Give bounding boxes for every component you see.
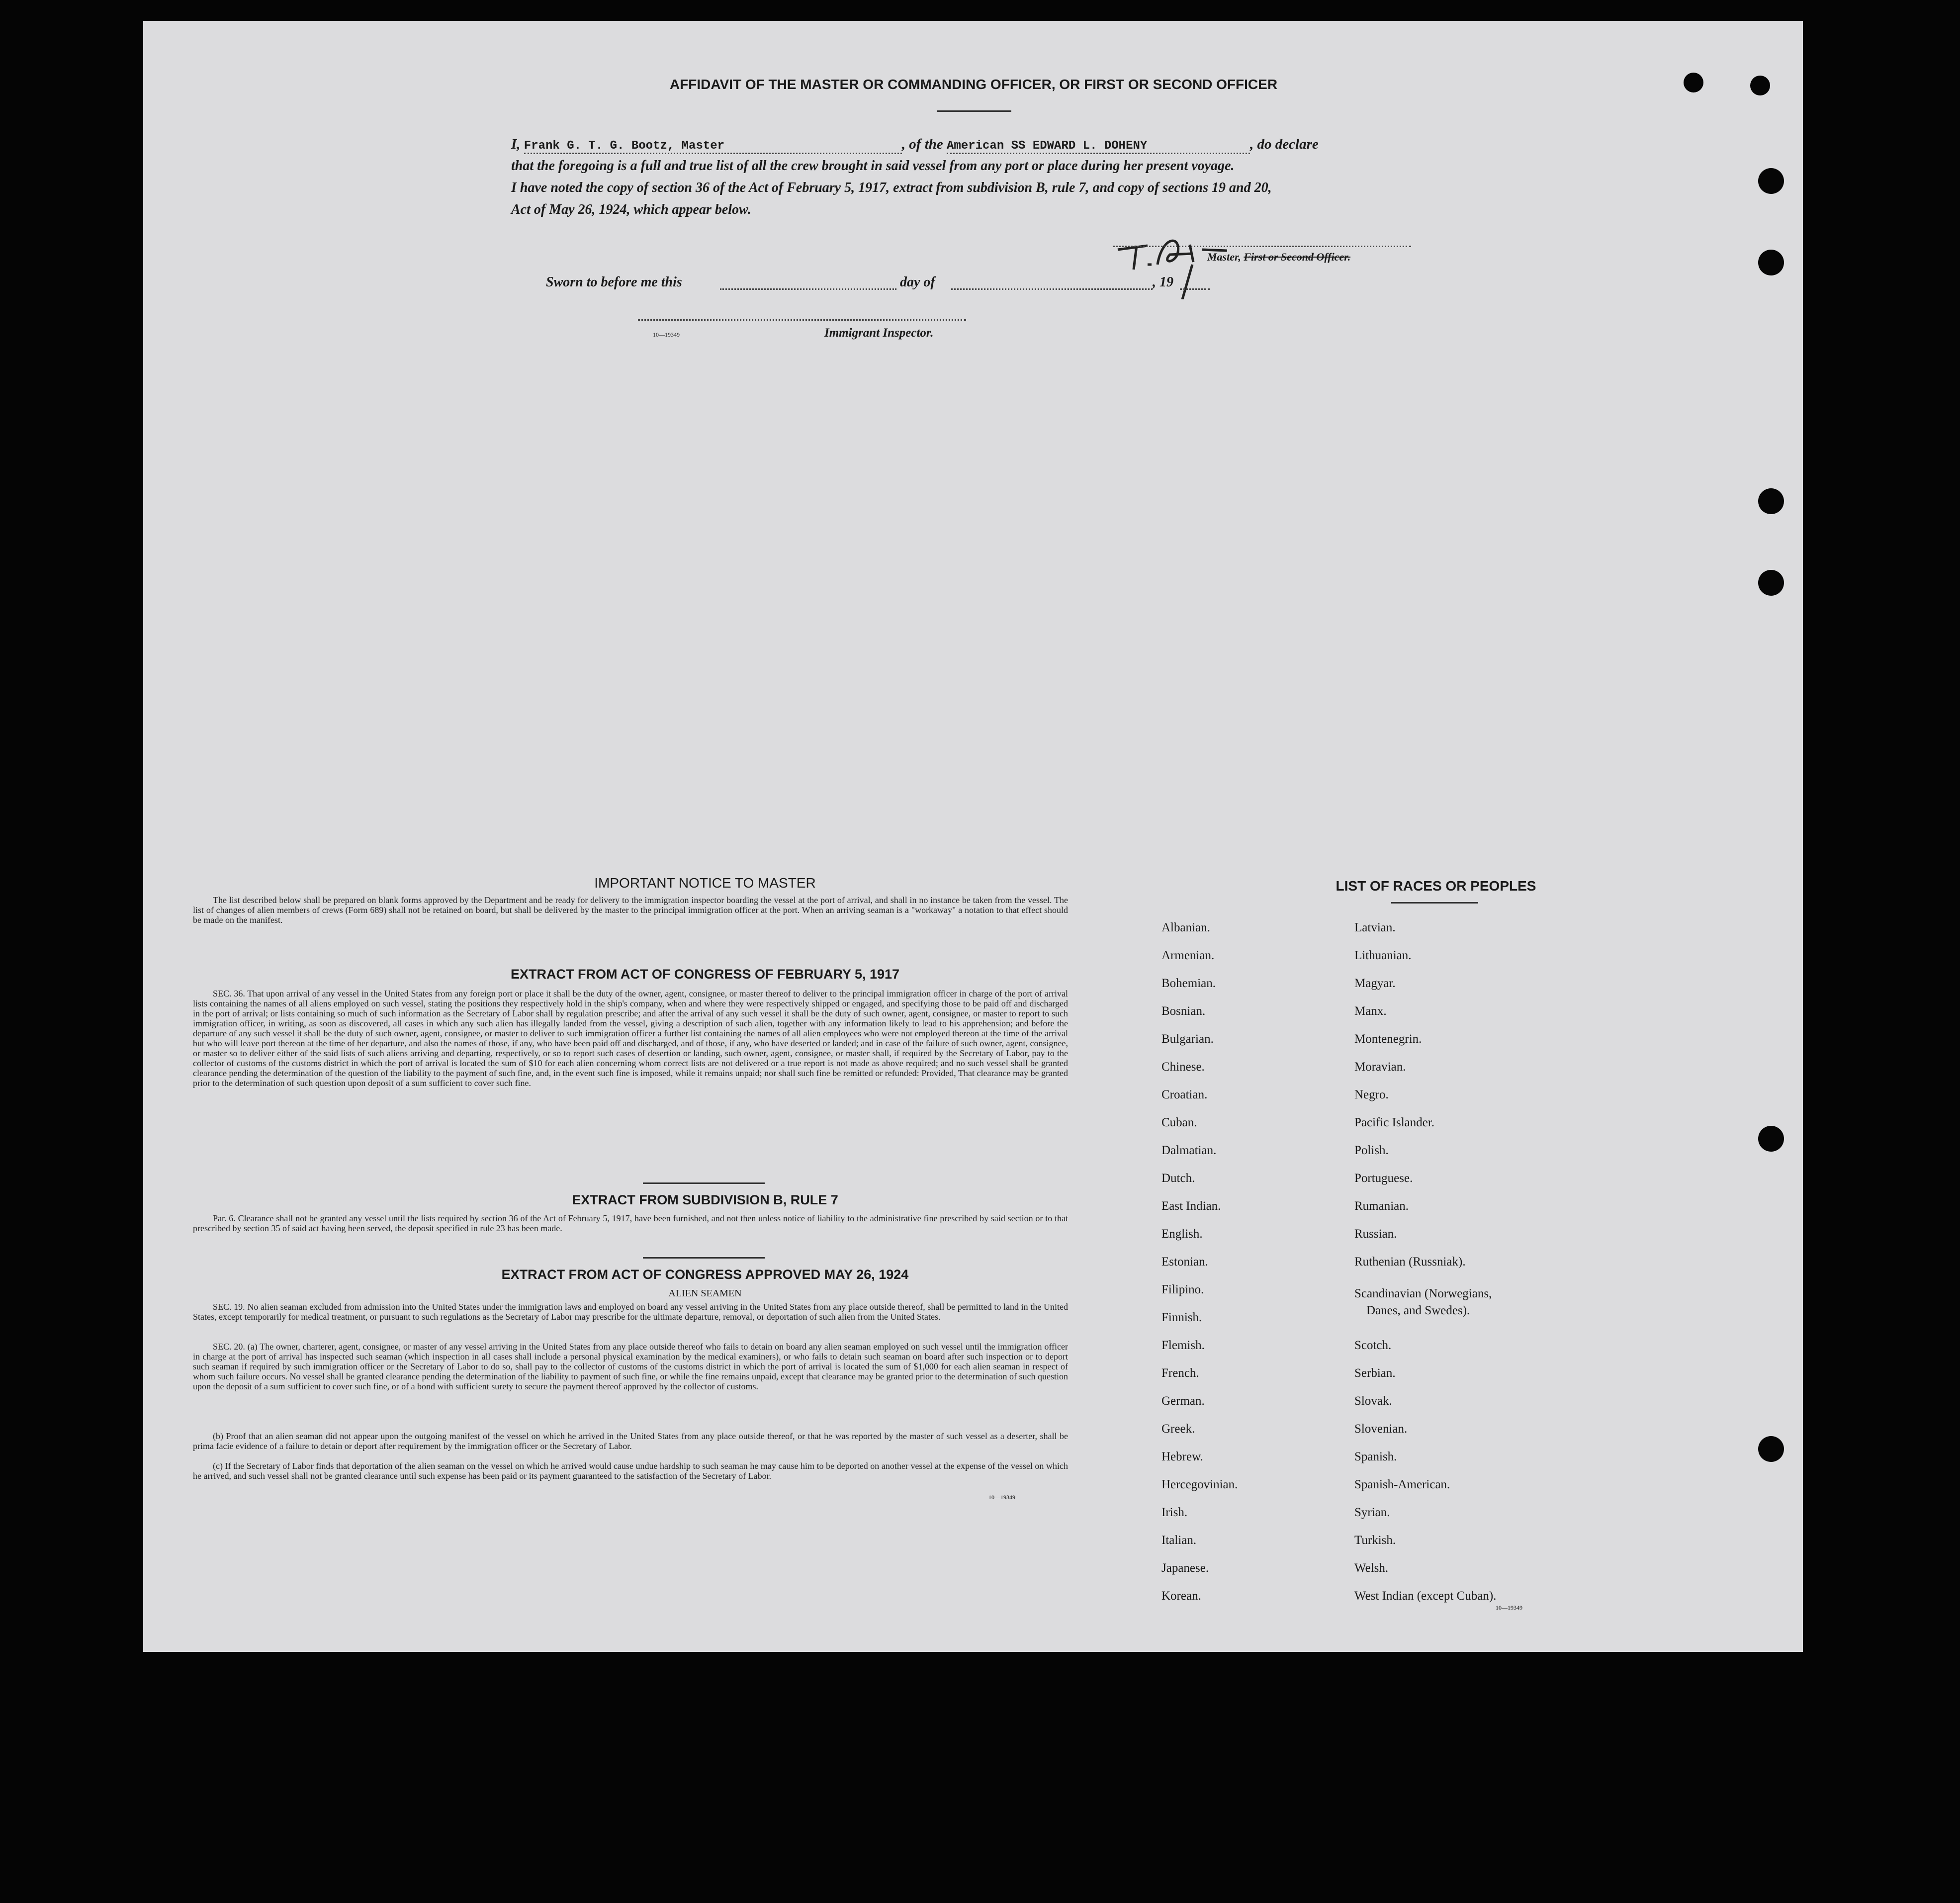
form-number-bottom-right: 10—19349 (1496, 1604, 1522, 1611)
inspector-signature-line (638, 319, 966, 321)
race-item: Ruthenian (Russniak). (1354, 1255, 1466, 1269)
race-item: Portuguese. (1354, 1172, 1413, 1185)
sworn-label: Sworn to before me this (546, 274, 682, 290)
race-item: Hercegovinian. (1161, 1478, 1238, 1491)
sworn-month-field (951, 288, 1153, 290)
race-item: Croatian. (1161, 1088, 1208, 1101)
punch-hole (1684, 73, 1703, 92)
race-item: Finnish. (1161, 1311, 1202, 1324)
inspector-label: Immigrant Inspector. (824, 326, 934, 340)
signature-caption (1207, 251, 1350, 264)
race-item: Dalmatian. (1161, 1144, 1217, 1157)
race-item: Polish. (1354, 1144, 1389, 1157)
race-item: Slovak. (1354, 1394, 1392, 1408)
signature-struck: First or Second Officer. (1244, 251, 1351, 263)
race-item: West Indian (except Cuban). (1354, 1589, 1497, 1603)
race-item: Irish. (1161, 1506, 1188, 1519)
section-rule (643, 1257, 765, 1259)
alien-seamen-subtitle: ALIEN SEAMEN (668, 1288, 742, 1299)
races-title-rule (1391, 902, 1478, 904)
race-item: Russian. (1354, 1227, 1397, 1241)
notice-text: The list described below shall be prepared on blank forms approved by the Department and be ready for delivery to the immigration inspector boarding the vessel at the port of arrival, and shall in no instance be taken from the vessel. The list of changes of alien members of crews (Form 689) shall not be retained on board, but shall be delivered by the master to the principal immigration officer at the port. When an arriving seaman is a "workaway" a notation to that effect should be made on the manifest. (193, 895, 1068, 925)
of-the-label: , of the (901, 136, 943, 152)
race-item: German. (1161, 1394, 1205, 1408)
sworn-date-field (720, 288, 896, 290)
race-item: Bosnian. (1161, 1004, 1206, 1018)
race-item: Serbian. (1354, 1366, 1396, 1380)
sec20b-text: (b) Proof that an alien seaman did not appear upon the outgoing manifest of the vessel on which he arrived in the United States from any place outside thereof, or that he was reported by the master of such vessel as a deserter, shall be prima facie evidence of a failure to detain or deport after requirement by the immigration officer or the Secretary of Labor. (193, 1431, 1068, 1451)
race-item: Spanish-American. (1354, 1478, 1450, 1491)
pronoun: I, (511, 136, 521, 152)
sec20c-text: (c) If the Secretary of Labor finds that deportation of the alien seaman on the vessel on which he arrived would cause undue hardship to such seaman he may cause him to be deported on another vessel at the expense of the vessel on which he arrived, and such vessel shall not be granted clearance until such expense has been paid or its payment guaranteed to the satisfaction of the Secretary of Labor. (193, 1461, 1068, 1481)
sec20a-text: SEC. 20. (a) The owner, charterer, agent, consignee, or master of any vessel arriving in the United States from any place outside thereof who fails to detain on board any alien seaman employed on such vessel until the immigration officer in charge at the port of arrival has inspected such seaman (which inspection in all cases shall include a personal physical examination by the medical examiners), or who fails to detain such seaman on board after such inspection or to deport such seaman if required by such immigration officer or the Secretary of Labor to do so, shall pay to the collector of customs of the customs district in which the port of arrival is located the sum of $1,000 for each alien seaman in respect of whom such failure occurs. No vessel shall be granted clearance pending the determination of the liability to payment of such fine, or while the fine remains unpaid, except that clearance may be granted prior to the determination of such question upon the deposit of a sum sufficient to cover such fine, or of a bond with sufficient surety to secure the payment thereof approved by the collector of customs. (193, 1342, 1068, 1391)
race-item: Welsh. (1354, 1561, 1389, 1575)
race-item: Rumanian. (1354, 1199, 1409, 1213)
affidavit-line-2: that the foregoing is a full and true list of all the crew brought in said vessel from any port or place during her present voyage. (511, 158, 1235, 174)
race-item: Syrian. (1354, 1506, 1390, 1519)
year-label: , 19 (1153, 274, 1173, 290)
title-rule (937, 110, 1011, 112)
punch-hole (1758, 570, 1784, 596)
race-item: Slovenian. (1354, 1422, 1408, 1436)
race-item: Danes, and Swedes). (1366, 1304, 1470, 1317)
signature-role: Master, (1207, 251, 1241, 263)
form-number-top: 10—19349 (653, 331, 680, 338)
extract-1917-title: EXTRACT FROM ACT OF CONGRESS OF FEBRUARY 5, 1917 (510, 967, 900, 982)
punch-hole (1758, 168, 1784, 194)
race-item: Greek. (1161, 1422, 1195, 1436)
race-item: French. (1161, 1366, 1199, 1380)
race-item: English. (1161, 1227, 1203, 1241)
race-item: Pacific Islander. (1354, 1116, 1435, 1129)
race-item: Japanese. (1161, 1561, 1209, 1575)
signature-line (1113, 246, 1411, 247)
punch-hole (1758, 1126, 1784, 1152)
race-item: Hebrew. (1161, 1450, 1203, 1463)
punch-hole (1758, 1436, 1784, 1462)
race-item: Moravian. (1354, 1060, 1406, 1074)
race-item: Scotch. (1354, 1339, 1392, 1352)
race-item: Negro. (1354, 1088, 1389, 1101)
sec19-text: SEC. 19. No alien seaman excluded from admission into the United States under the immigration laws and employed on board any vessel arriving in the United States from any place outside thereof, shall be permitted to land in the United States, except temporarily for medical treatment, or pursuant to such regulations as the Secretary of Labor may prescribe for the ultimate departure, removal, or deportation of such alien from the United States. (193, 1302, 1068, 1322)
rule7-text: Par. 6. Clearance shall not be granted any vessel until the lists required by section 36 of the Act of February 5, 1917, have been furnished, and not then unless notice of liability to the administrative fine prescribed by said section or to that prescribed by section 35 of said act having been served, the deposit specified in rule 23 has been made. (193, 1213, 1068, 1233)
rule7-title: EXTRACT FROM SUBDIVISION B, RULE 7 (572, 1192, 838, 1207)
races-title: LIST OF RACES OR PEOPLES (1336, 878, 1536, 894)
document-page (143, 21, 1803, 1652)
punch-hole (1758, 250, 1784, 275)
race-item: Montenegrin. (1354, 1032, 1422, 1046)
race-item: Bulgarian. (1161, 1032, 1214, 1046)
race-item: Filipino. (1161, 1283, 1204, 1296)
race-item: Manx. (1354, 1004, 1387, 1018)
vessel-name: American SS EDWARD L. DOHENY (947, 139, 1250, 154)
race-item: Estonian. (1161, 1255, 1208, 1269)
race-item: Dutch. (1161, 1172, 1195, 1185)
race-item: Lithuanian. (1354, 949, 1412, 962)
punch-hole (1750, 76, 1770, 95)
sworn-year-field (1180, 288, 1210, 290)
race-item: Latvian. (1354, 921, 1396, 934)
day-of-label: day of (900, 274, 935, 290)
race-item: Armenian. (1161, 949, 1215, 962)
notice-title: IMPORTANT NOTICE TO MASTER (594, 875, 816, 891)
master-name: Frank G. T. G. Bootz, Master (524, 139, 902, 154)
punch-hole (1758, 488, 1784, 514)
affidavit-line-3: I have noted the copy of section 36 of the Act of February 5, 1917, extract from subdivision B, rule 7, and copy of sections 19 and 20, (511, 180, 1272, 195)
race-item: Scandinavian (Norwegians, (1354, 1287, 1492, 1300)
race-item: Albanian. (1161, 921, 1210, 934)
race-item: Spanish. (1354, 1450, 1397, 1463)
race-item: Turkish. (1354, 1534, 1396, 1547)
extract-1917-text: SEC. 36. That upon arrival of any vessel in the United States from any foreign port or place it shall be the duty of the owner, agent, consignee, or master thereof to deliver to the principal immigration officer in charge of the port of arrival lists containing the names of all aliens employed on such vessel, stating the positions they respectively hold in the ship's company, when and where they were respectively shipped or engaged, and specifying those to be paid off and discharged in the port of arrival; or lists containing so much of such information as the Secretary of Labor shall by regulation prescribe; and after the arrival of any such vessel it shall be the duty of such owner, agent, consignee, or master to report to such immigration officer, in writing, as soon as discovered, all cases in which any such alien has illegally landed from the vessel, giving a description of such alien, together with any information likely to lead to his apprehension; and before the departure of any such vessel it shall be the duty of such owner, agent, consignee, or master to deliver to such immigration officer a further list containing the names of all alien employees who were not employed thereon at the time of the arrival but who will leave port thereon at the time of her departure, and also the names of those, if any, who have been paid off and discharged, and of those, if any, who have deserted or landed; and in case of the failure of such owner, agent, consignee, or master so to deliver either of the said lists of such aliens arriving and departing, respectively, or so to report such cases of desertion or landing, such owner, agent, consignee, or master shall, if required by the Secretary of Labor, pay to the collector of customs of the customs district in which the port of arrival is located the sum of $10 for each alien concerning whom correct lists are not delivered or a true report is not made as above required; and no such vessel shall be granted clearance pending the determination of the question of the liability to the payment of such fine, and, in the event such fine is imposed, while it remains unpaid; nor shall such fine be remitted or refunded: Provided, That clearance may be granted prior to the determination of such question upon deposit of a sum sufficient to cover such fine. (193, 989, 1068, 1088)
form-number-bottom-left: 10—19349 (988, 1494, 1015, 1501)
race-item: Korean. (1161, 1589, 1201, 1603)
race-item: East Indian. (1161, 1199, 1221, 1213)
affidavit-line-4: Act of May 26, 1924, which appear below. (511, 202, 751, 217)
section-rule (643, 1182, 765, 1184)
affidavit-line-1 (511, 136, 1319, 154)
race-item: Magyar. (1354, 977, 1396, 990)
race-item: Flemish. (1161, 1339, 1205, 1352)
race-item: Cuban. (1161, 1116, 1197, 1129)
do-declare-label: , do declare (1250, 136, 1319, 152)
race-item: Bohemian. (1161, 977, 1216, 990)
race-item: Italian. (1161, 1534, 1197, 1547)
affidavit-title: AFFIDAVIT OF THE MASTER OR COMMANDING OFFICER, OR FIRST OR SECOND OFFICER (669, 77, 1278, 92)
extract-1924-title: EXTRACT FROM ACT OF CONGRESS APPROVED MAY 26, 1924 (501, 1267, 909, 1282)
race-item: Chinese. (1161, 1060, 1205, 1074)
